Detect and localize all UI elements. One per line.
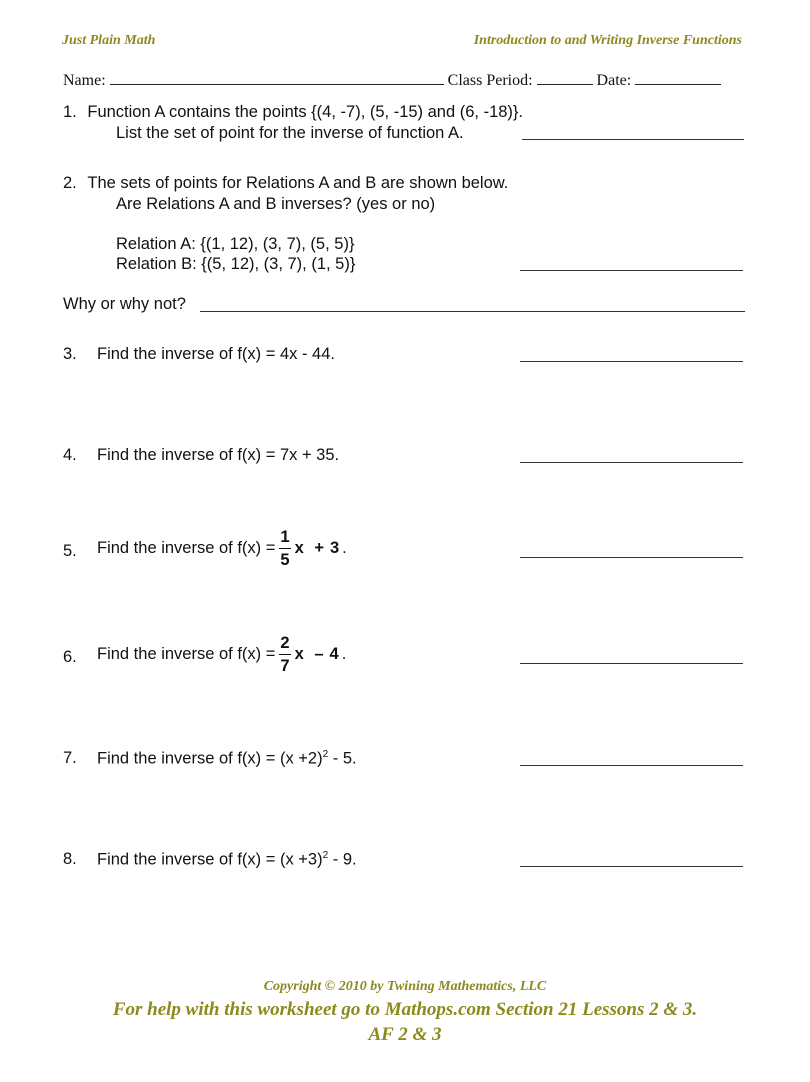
fraction	[279, 635, 290, 674]
period: .	[341, 644, 347, 663]
help-link-text: For help with this worksheet go to Mathops.com Section 21 Lessons 2 & 3.	[112, 999, 698, 1020]
exponent: 2	[322, 749, 329, 760]
equation-prefix: Find the inverse of f(x) = (x +3)	[97, 850, 323, 869]
question-number: 8.	[63, 850, 77, 868]
question-number: 2.	[63, 174, 77, 192]
equation-prefix: Find the inverse of f(x) =	[97, 644, 276, 663]
question-text: Find the inverse of f(x) = 4x - 44.	[97, 345, 335, 363]
operator: –	[314, 644, 324, 663]
question-text: Find the inverse of f(x) = 7x + 35.	[97, 446, 340, 464]
question-7	[63, 749, 357, 768]
why-prompt: Why or why not?	[63, 295, 186, 313]
equation-suffix: - 5.	[328, 749, 357, 768]
question-4	[63, 446, 340, 465]
answer-line-8[interactable]	[520, 866, 743, 867]
question-3	[63, 345, 335, 364]
question-number: 4.	[63, 446, 77, 464]
question-1-prompt: List the set of point for the inverse of function A.	[116, 124, 464, 142]
numerator: 2	[279, 635, 290, 655]
question-text: Function A contains the points {(4, -7), (5, -15) and (6, -18)}.	[87, 103, 524, 121]
question-8	[63, 850, 357, 869]
numerator: 1	[279, 529, 290, 549]
exponent: 2	[322, 850, 329, 861]
fraction	[279, 529, 290, 568]
denominator: 5	[280, 550, 290, 569]
copyright-notice: Copyright © 2010 by Twining Mathematics, LLC	[263, 979, 547, 994]
question-text	[97, 635, 346, 674]
denominator: 7	[280, 656, 290, 675]
name-label: Name:	[63, 72, 106, 89]
class-period-label: Class Period:	[447, 72, 533, 89]
variable: x	[294, 538, 304, 557]
question-number: 5.	[63, 542, 77, 560]
question-number: 6.	[63, 648, 77, 666]
name-blank[interactable]	[110, 70, 444, 85]
question-text	[97, 749, 357, 769]
question-text: The sets of points for Relations A and B are shown below.	[87, 174, 509, 192]
relation-a: Relation A: {(1, 12), (3, 7), (5, 5)}	[116, 235, 355, 253]
answer-line-1[interactable]	[522, 139, 744, 140]
question-number: 7.	[63, 749, 77, 767]
header-brand: Just Plain Math	[62, 33, 156, 48]
operator: +	[314, 538, 324, 557]
header-title: Introduction to and Writing Inverse Functions	[473, 33, 742, 48]
answer-line-4[interactable]	[520, 462, 743, 463]
date-label: Date:	[596, 72, 632, 89]
question-2-prompt: Are Relations A and B inverses? (yes or no)	[116, 195, 436, 213]
equation-prefix: Find the inverse of f(x) =	[97, 538, 276, 557]
question-text	[97, 850, 357, 870]
standard-code: AF 2 & 3	[368, 1024, 442, 1045]
variable: x	[294, 644, 304, 663]
why-answer-line[interactable]	[200, 311, 745, 312]
question-2	[63, 174, 508, 193]
constant: 4	[329, 644, 339, 663]
equation-prefix: Find the inverse of f(x) = (x +2)	[97, 749, 323, 768]
date-blank[interactable]	[635, 70, 721, 85]
question-text	[97, 529, 347, 568]
constant: 3	[329, 538, 340, 557]
period: .	[342, 538, 347, 557]
equation-suffix: - 9.	[328, 850, 357, 869]
answer-line-2[interactable]	[520, 270, 743, 271]
student-info-line	[63, 70, 721, 90]
answer-line-3[interactable]	[520, 361, 743, 362]
question-1	[63, 103, 523, 122]
relation-b: Relation B: {(5, 12), (3, 7), (1, 5)}	[116, 255, 356, 273]
question-number: 1.	[63, 103, 77, 121]
answer-line-5[interactable]	[520, 557, 743, 558]
answer-line-6[interactable]	[520, 663, 743, 664]
question-number: 3.	[63, 345, 77, 363]
class-period-blank[interactable]	[537, 70, 593, 85]
answer-line-7[interactable]	[520, 765, 743, 766]
